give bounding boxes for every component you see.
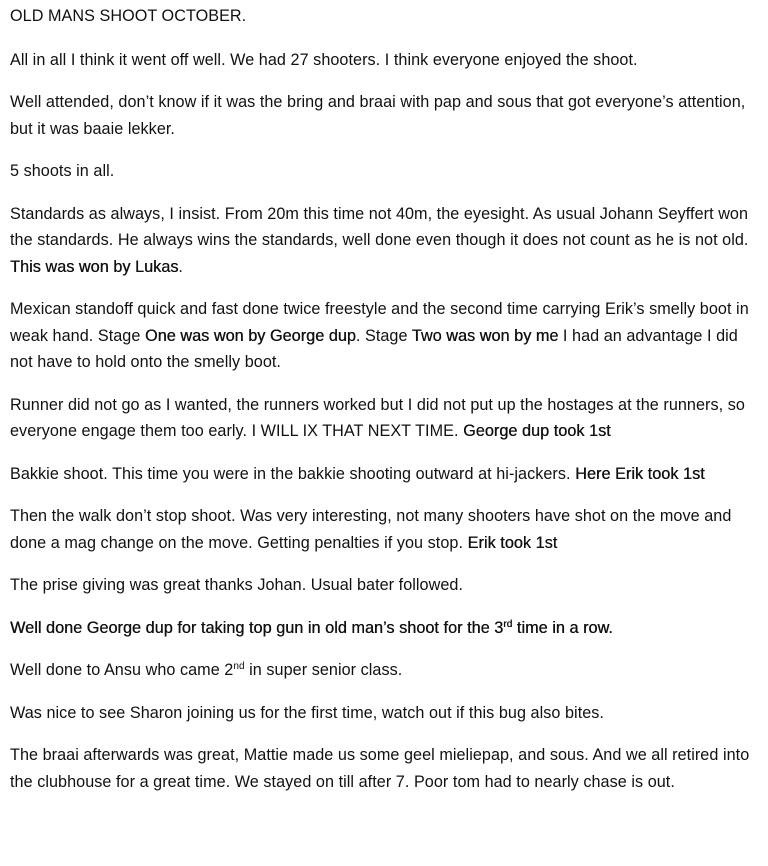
paragraph-super-senior <box>10 657 762 684</box>
paragraph-text: time in a row. <box>512 618 613 637</box>
paragraph-text: I had an advantage I did not have to hold onto the smelly boot. <box>10 326 738 371</box>
paragraph-braai-note <box>10 89 762 142</box>
paragraph-braai-afterwards <box>10 742 762 795</box>
paragraph-runner <box>10 392 762 445</box>
paragraph-text: in super senior class. <box>244 661 403 679</box>
ordinal-suffix: rd <box>503 618 513 630</box>
paragraph-text: All in all I think it went off well. We had 27 shooters. I think everyone enjoyed the shoot. <box>10 50 638 69</box>
winner-highlight: This was won by Lukas <box>10 257 179 276</box>
paragraph-text: . <box>178 257 183 276</box>
paragraph-attendance-summary <box>10 47 762 74</box>
winner-highlight: Two was won by me <box>411 326 559 345</box>
ordinal-suffix: nd <box>233 661 245 672</box>
winner-highlight: George dup took 1st <box>463 422 611 440</box>
paragraph-text: . Stage <box>355 326 412 345</box>
paragraph-text: Standards as always, I insist. From 20m this time not 40m, the eyesight. As usual Johann Seyffert won the standards. He always wins the standards, well done even though it does not count as he is not old. <box>10 204 749 249</box>
paragraph-prize-giving <box>10 572 762 599</box>
paragraph-shoot-count <box>10 158 762 185</box>
paragraph-mexican-standoff <box>10 296 762 376</box>
paragraph-text: Well done to Ansu who came 2 <box>10 661 234 679</box>
paragraph-text: Was nice to see Sharon joining us for the first time, watch out if this bug also bites. <box>10 703 604 722</box>
document-body <box>10 3 762 795</box>
document-title <box>10 3 762 30</box>
paragraph-text: The prise giving was great thanks Johan. Usual bater followed. <box>10 576 463 594</box>
paragraph-top-gun <box>10 615 762 642</box>
paragraph-text: Bakkie shoot. This time you were in the bakkie shooting outward at hi-jackers. <box>10 464 576 483</box>
paragraph-text: The braai afterwards was great, Mattie made us some geel mieliepap, and sous. And we all retired into the clubhouse for a great time. We stayed on till after 7. Poor tom had to nearly chase is out. <box>10 746 750 791</box>
paragraph-text: Then the walk don’t stop shoot. Was very interesting, not many shooters have shot on the move and done a mag change on the move. Getting penalties if you stop. <box>10 507 732 552</box>
paragraph-walk-shoot <box>10 503 762 556</box>
paragraph-text: Well done George dup for taking top gun in old man’s shoot for the 3 <box>10 618 504 637</box>
winner-highlight: Erik took 1st <box>467 533 558 552</box>
paragraph-text: Runner did not go as I wanted, the runners worked but I did not put up the hostages at the runners, so everyone engage them too early. I WILL IX THAT NEXT TIME. <box>10 395 745 440</box>
winner-highlight: Here Erik took 1st <box>575 464 705 483</box>
paragraph-bakkie-shoot <box>10 461 762 488</box>
winner-highlight: One was won by George dup <box>144 326 356 345</box>
paragraph-new-shooter <box>10 700 762 727</box>
paragraph-standards <box>10 201 762 281</box>
paragraph-text: Well attended, don’t know if it was the bring and braai with pap and sous that got everyone’s attention, but it was baaie lekker. <box>10 93 746 138</box>
paragraph-text: Mexican standoff quick and fast done twice freestyle and the second time carrying Erik’s smelly boot in weak hand. Stage <box>10 300 749 345</box>
title-text: OLD MANS SHOOT OCTOBER. <box>10 7 247 25</box>
paragraph-text: 5 shoots in all. <box>10 162 115 180</box>
